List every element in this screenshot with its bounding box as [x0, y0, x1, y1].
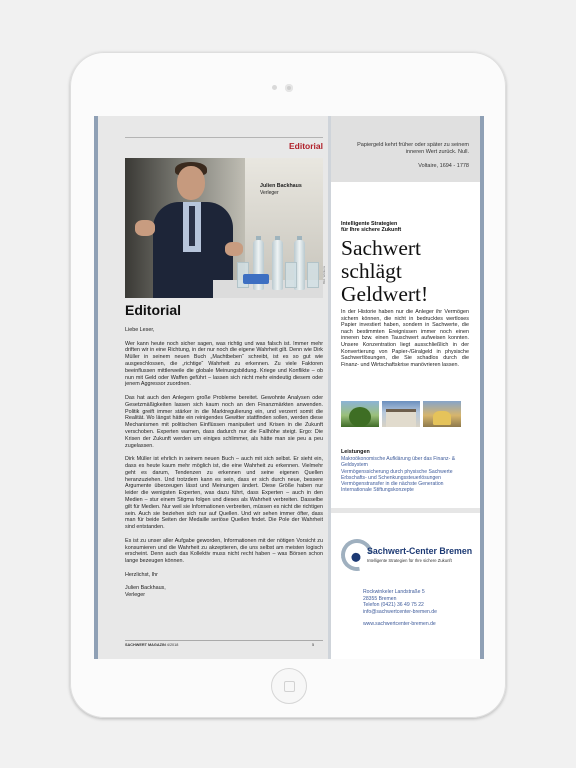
- services-heading: Leistungen: [341, 449, 370, 455]
- section-label: Editorial: [288, 141, 323, 151]
- water-glass: [285, 262, 297, 288]
- blue-cup: [243, 274, 269, 284]
- advertisement-page[interactable]: [331, 116, 480, 659]
- caption-name: Julien Backhaus: [260, 183, 302, 189]
- magazine-spread[interactable]: [94, 116, 484, 659]
- water-bottle: [272, 240, 283, 290]
- signature-role: Verleger: [125, 592, 146, 599]
- section-divider: [331, 508, 480, 513]
- quote-author: Voltaire, 1694 - 1778: [418, 163, 469, 169]
- home-button[interactable]: [271, 668, 307, 704]
- kicker-line-1: Intelligente Strategien: [341, 221, 398, 227]
- ad-headline: [341, 237, 476, 306]
- service-item: Erbschafts- und Schenkungssteuerlösungen: [341, 474, 441, 481]
- editorial-body: [125, 327, 323, 599]
- footer-rule: [125, 640, 323, 641]
- building-image: [382, 401, 420, 427]
- photo-hand-right: [225, 242, 243, 256]
- address-street: Rockwinkeler Landstraße 5: [363, 589, 425, 595]
- address-phone: Telefon (0421) 36 49 75 22: [363, 602, 424, 609]
- paragraph-1: Wer kann heute noch sicher sagen, was richtig und was falsch ist. Immer mehr driften wir in eine Richtung, in der nur noch die eigene Wahrheit gilt. Denn wie Dirk Müller in seinem neuen Buch „Machtbeben“ schreibt, ist es so gut wie ausgeschlossen, die „richtige“ Wahrheit zu erkennen. Zu viele Faktoren beeinflussen mittlerweile die globale Meinungsbildung. Kriege und Konflikte – ob nun mit Geld oder Waffen geführt – lassen sich nicht mehr eindeutig diesem oder jenem Aggressor zuordnen.: [125, 340, 323, 388]
- service-item: Vermögenssicherung durch physische Sachwerte: [341, 468, 453, 475]
- photo-caption: [260, 183, 320, 196]
- closing: Herzlichst, Ihr: [125, 571, 158, 578]
- website-link[interactable]: www.sachwertcenter-bremen.de: [363, 621, 436, 627]
- service-item: Makroökonomische Aufklärung über das Finanz- & Geldsystem: [341, 456, 456, 469]
- paragraph-2: Das hat auch den Anlegern große Probleme bereitet. Gewohnte Analysen oder Gesetzmäßigkeiten lassen sich kaum noch an den Finanzmärkten anwenden. Politik greift immer stärker in die Marktregulierung ein, und verzerrt somit die Realität. Wo längst hätte ein reinigendes Gewitter stattfinden sollen, werden diese Mechanismen mit politischen Einflüssen manipuliert und Krisen in die Zukunft verschoben. Experten warnen, dass dadurch nur die Fallhöhe steigt. Ergo: Die Krisen der Zukunft werden um einiges schlimmer, als hätte man sie peu a peu zugelassen.: [125, 394, 323, 449]
- building-facade: [386, 409, 416, 427]
- address-email-link[interactable]: info@sachwertcenter-bremen.de: [363, 608, 437, 615]
- gold-image: [423, 401, 461, 427]
- editorial-page[interactable]: [98, 116, 328, 659]
- contact-address: [363, 589, 475, 615]
- paragraph-4: Es ist zu unser aller Aufgabe geworden, Informationen mit der nötigen Vorsicht zu konsumieren und die Wahrheit zu akzeptieren, die uns selbst am meisten logisch erscheint. Denn auch das Kollektiv muss nicht recht haben – was Börsen schon lange bezeugen können.: [125, 537, 323, 565]
- services-list: [341, 456, 476, 494]
- paragraph-3: Dirk Müller ist ehrlich in seinem neuen Buch – auch mit sich selbst. Er sieht ein, dass es heute kaum mehr möglich ist, die eine Wahrheit zu erkennen. Vielmehr geht es darum, Tendenzen zu erkennen und seine eigenen Quellen heranzuziehen. Und trotzdem kann es sein, dass er sich durch neue, bessere Argumente überzeugen lässt und Meinungen ändert. Diese Größe haben nur leider die wenigsten Experten, was dazu führt, dass Experten – auch in den Medien – stur einem Stigma folgen und dieses als Wahrheit verbreiten. Dasselbe gilt für Medien. Nur weil sie Informationen verbreiten, müssen es nicht die richtigen sein. Auch sie beziehen sich nur auf Quellen. Und wir sehen immer öfter, dass man für beide Seiten der Medaille seriöse Quellen findet. Die Pole der Wahrheit sind entstanden.: [125, 456, 323, 531]
- headline-line-2: schlägt: [341, 259, 402, 283]
- photo-tie: [189, 206, 195, 246]
- water-glass: [307, 262, 319, 288]
- page-footer: [125, 643, 178, 647]
- page-edge-right: [480, 116, 484, 659]
- footer-magazine: SACHWERT MAGAZIN: [125, 643, 166, 647]
- home-button-icon: [284, 681, 295, 692]
- headline-line-1: Sachwert: [341, 236, 421, 260]
- speaker-grille: [272, 85, 277, 90]
- tree-crown: [349, 407, 371, 427]
- service-item: Internationale Stiftungskonzepte: [341, 487, 414, 494]
- ad-kicker: [341, 221, 471, 234]
- photo-hand-left: [135, 220, 155, 236]
- quote-box: [331, 116, 480, 182]
- address-city: 28355 Bremen: [363, 595, 397, 602]
- brand-name: Sachwert-Center Bremen: [367, 546, 473, 556]
- brand-tagline: Intelligente Strategien für Ihre sichere Zukunft: [367, 558, 452, 563]
- greeting: Liebe Leser,: [125, 327, 155, 333]
- gold-object: [433, 411, 451, 425]
- editor-photo: [125, 158, 323, 298]
- top-rule: [125, 137, 323, 138]
- ad-intro: In der Historie haben nur die Anleger ihr Vermögen sichern können, die nicht in bedrucktes wertloses Papier investiert haben, sondern in Sachwerte, die nach bestimmten Ereignissen immer noch einen inneren bzw. einen Tauschwert aufweisen konnten. Unsere Konzentration liegt ausschließlich in der Konvertierung von Papier-/Giralgeld in physische Sachwertlösungen, die Sie schadlos durch die Finanz- und Wirtschaftskrise manövrieren lassen.: [341, 309, 469, 368]
- front-camera: [285, 84, 293, 92]
- tree-image: [341, 401, 379, 427]
- quote-text: Papiergeld kehrt früher oder später zu seinem inneren Wert zurück. Null.: [357, 142, 469, 155]
- page-number: 5: [312, 643, 315, 647]
- headline-line-3: Geldwert!: [341, 282, 429, 306]
- signature-name: Julien Backhaus,: [125, 585, 166, 592]
- editorial-heading: Editorial: [125, 302, 182, 318]
- caption-role: Verleger: [260, 189, 279, 196]
- photo-head: [177, 166, 205, 200]
- photo-credit: Bild: Wolkens: [322, 265, 326, 284]
- kicker-line-2: für Ihre sichere Zukunft: [341, 227, 402, 234]
- logo-dot: [350, 551, 363, 564]
- footer-issue: 4/2018: [166, 643, 179, 647]
- service-item: Vermögenstransfer in die nächste Generation: [341, 481, 444, 488]
